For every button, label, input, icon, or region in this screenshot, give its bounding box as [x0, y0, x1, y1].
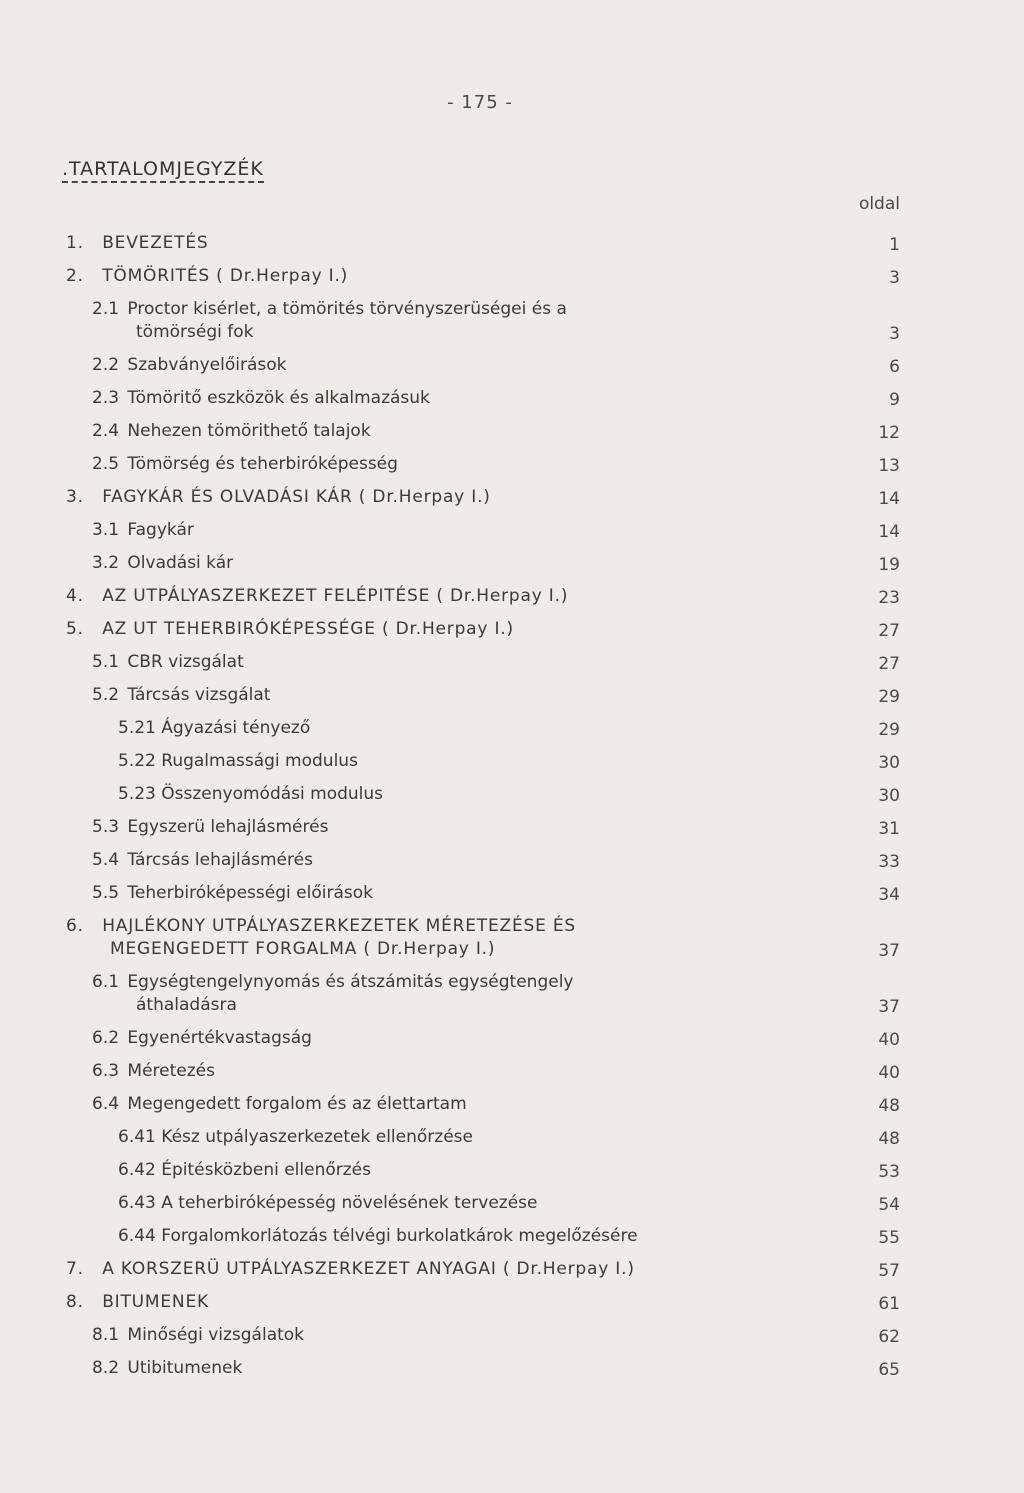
toc-entry-text: Méretezés — [127, 1061, 215, 1081]
toc-entry-text: Tárcsás lehajlásmérés — [127, 850, 313, 870]
toc-entry-page: 54 — [878, 1195, 900, 1215]
toc-entry-page: 29 — [878, 687, 900, 707]
toc-entry-number: 6.2 — [92, 1028, 120, 1048]
toc-entry — [0, 298, 1024, 354]
toc-entry — [0, 486, 1024, 519]
toc-entry-page: 37 — [878, 997, 900, 1017]
toc-entry-text: Fagykár — [127, 520, 194, 540]
toc-entry-text: Proctor kisérlet, a tömörités törvényszerüségei és a — [127, 299, 567, 319]
toc-entry — [0, 585, 1024, 618]
toc-entry-number: 6.3 — [92, 1061, 120, 1081]
toc-entry-text: Forgalomkorlátozás télvégi burkolatkárok megelőzésére — [161, 1226, 638, 1246]
toc-entry-page: 34 — [878, 885, 900, 905]
toc-entry — [0, 849, 1024, 882]
toc-entry-page: 27 — [878, 621, 900, 641]
toc-entry-text: Rugalmassági modulus — [161, 751, 358, 771]
toc-entry — [0, 1258, 1024, 1291]
toc-entry-page: 33 — [878, 852, 900, 872]
toc-entry-number: 5.3 — [92, 817, 120, 837]
toc-entry-page: 37 — [878, 941, 900, 961]
toc-entry-text: Megengedett forgalom és az élettartam — [127, 1094, 467, 1114]
toc-entry-number: 5. — [66, 619, 84, 639]
toc-entry-page: 31 — [878, 819, 900, 839]
toc-entry-text: Kész utpályaszerkezetek ellenőrzése — [161, 1127, 473, 1147]
toc-entry-text: TÖMÖRITÉS ( Dr.Herpay I.) — [102, 266, 349, 286]
toc-entry-title — [66, 265, 1024, 288]
toc-entry-number: 2.2 — [92, 355, 120, 375]
toc-entry-text-continuation: MEGENGEDETT FORGALMA ( Dr.Herpay I.) — [110, 939, 496, 959]
toc-entry-page: 30 — [878, 786, 900, 806]
toc-entry — [0, 1159, 1024, 1192]
toc-entry-number: 6.44 — [118, 1226, 156, 1246]
toc-entry-title — [66, 232, 1024, 255]
toc-entry-number: 6.1 — [92, 972, 120, 992]
toc-entry — [0, 783, 1024, 816]
toc-entry-number: 6.41 — [118, 1127, 156, 1147]
toc-entry — [0, 618, 1024, 651]
toc-entry-text: BITUMENEK — [102, 1292, 209, 1312]
toc-entry — [0, 915, 1024, 971]
toc-entry-text: Ágyazási tényező — [161, 718, 311, 738]
toc-entry — [0, 354, 1024, 387]
toc-entry-title — [92, 354, 1024, 377]
toc-entry-number: 8.2 — [92, 1358, 120, 1378]
toc-entry-page: 55 — [878, 1228, 900, 1248]
toc-entry-text: CBR vizsgálat — [127, 652, 244, 672]
toc-entry-page: 3 — [889, 324, 900, 344]
toc-entry-text: Egyszerü lehajlásmérés — [127, 817, 329, 837]
toc-entry-page: 3 — [889, 268, 900, 288]
toc-entry-number: 5.22 — [118, 751, 156, 771]
page-column-label: oldal — [858, 194, 900, 214]
toc-entry-page: 61 — [878, 1294, 900, 1314]
toc-entry-number: 2.4 — [92, 421, 120, 441]
toc-entry — [0, 971, 1024, 1027]
toc-entry-page: 53 — [878, 1162, 900, 1182]
toc-entry-text: Épitésközbeni ellenőrzés — [161, 1160, 371, 1180]
toc-entry-number: 2. — [66, 266, 84, 286]
toc-entry-text: Utibitumenek — [127, 1358, 243, 1378]
toc-entry — [0, 1291, 1024, 1324]
toc-entry — [0, 265, 1024, 298]
toc-entry-page: 14 — [878, 489, 900, 509]
toc-entry-text: Összenyomódási modulus — [161, 784, 384, 804]
toc-entry-text: FAGYKÁR ÉS OLVADÁSI KÁR ( Dr.Herpay I.) — [102, 487, 491, 507]
toc-entry-text: Tömörség és teherbiróképesség — [127, 454, 398, 474]
toc-entry-page: 19 — [878, 555, 900, 575]
toc-entry-page: 40 — [878, 1030, 900, 1050]
toc-entry-number: 6. — [66, 916, 84, 936]
toc-entry — [0, 1225, 1024, 1258]
toc-entry-page: 27 — [878, 654, 900, 674]
toc-entry-text: BEVEZETÉS — [102, 233, 209, 253]
toc-entry-page: 1 — [889, 235, 900, 255]
toc-entry-page: 23 — [878, 588, 900, 608]
toc-entry-page: 40 — [878, 1063, 900, 1083]
toc-entry-page: 57 — [878, 1261, 900, 1281]
toc-entry-number: 2.3 — [92, 388, 120, 408]
toc-entry-number: 6.42 — [118, 1160, 156, 1180]
toc-entry-text-continuation: tömörségi fok — [136, 322, 254, 342]
toc-entry — [0, 232, 1024, 265]
toc-entry-number: 1. — [66, 233, 84, 253]
toc-entry-number: 2.1 — [92, 299, 120, 319]
toc-entry — [0, 684, 1024, 717]
toc-entry-text: AZ UT TEHERBIRÓKÉPESSÉGE ( Dr.Herpay I.) — [102, 619, 514, 639]
toc-entry-number: 5.4 — [92, 850, 120, 870]
toc-entry — [0, 651, 1024, 684]
toc-entry-number: 4. — [66, 586, 84, 606]
toc-entry-number: 5.23 — [118, 784, 156, 804]
toc-entry-number: 5.1 — [92, 652, 120, 672]
toc-entry-text: A KORSZERÜ UTPÁLYASZERKEZET ANYAGAI ( Dr.Herpay I.) — [102, 1259, 635, 1279]
toc-entry-text: Olvadási kár — [127, 553, 234, 573]
toc-entry — [0, 816, 1024, 849]
toc-entry-number: 7. — [66, 1259, 84, 1279]
toc-entry — [0, 1324, 1024, 1357]
toc-heading: .TARTALOMJEGYZÉK — [62, 158, 264, 183]
toc-entry-text: Egységtengelynyomás és átszámitás egységtengely — [127, 972, 574, 992]
toc-entry-text: Teherbiróképességi előirások — [127, 883, 373, 903]
toc-entry-text: AZ UTPÁLYASZERKEZET FELÉPITÉSE ( Dr.Herpay I.) — [102, 586, 569, 606]
toc-entry-title — [92, 298, 1024, 344]
toc-entry-text: A teherbiróképesség növelésének tervezése — [161, 1193, 538, 1213]
toc-entry-number: 5.5 — [92, 883, 120, 903]
toc-entry — [0, 1060, 1024, 1093]
toc-entry — [0, 1126, 1024, 1159]
toc-entry-number: 6.4 — [92, 1094, 120, 1114]
toc-entry-text: Minőségi vizsgálatok — [127, 1325, 305, 1345]
toc-entry — [0, 882, 1024, 915]
toc-entry-title — [92, 387, 1024, 410]
toc-entry-text: Tömöritő eszközök és alkalmazásuk — [127, 388, 430, 408]
toc-entry-page: 48 — [878, 1129, 900, 1149]
toc-entry-page: 30 — [878, 753, 900, 773]
toc-entry-number: 5.21 — [118, 718, 156, 738]
toc-entry-number: 3.2 — [92, 553, 120, 573]
toc-entry — [0, 1027, 1024, 1060]
toc-entry-page: 12 — [878, 423, 900, 443]
toc-entry-page: 48 — [878, 1096, 900, 1116]
toc-entry-page: 6 — [889, 357, 900, 377]
toc-entry — [0, 1357, 1024, 1390]
toc-entry-text: Tárcsás vizsgálat — [127, 685, 271, 705]
toc-entry-number: 5.2 — [92, 685, 120, 705]
toc-entry-number: 3.1 — [92, 520, 120, 540]
toc-entry-text: Egyenértékvastagság — [127, 1028, 312, 1048]
toc-entry — [0, 552, 1024, 585]
toc-entry-number: 2.5 — [92, 454, 120, 474]
toc-entry — [0, 387, 1024, 420]
toc-entry-page: 13 — [878, 456, 900, 476]
toc-entry-text: Szabványelőirások — [127, 355, 287, 375]
toc-entry-page: 65 — [878, 1360, 900, 1380]
toc-entry-page: 9 — [889, 390, 900, 410]
toc-entry — [0, 453, 1024, 486]
toc-entry — [0, 519, 1024, 552]
toc-entry-text: Nehezen tömörithető talajok — [127, 421, 371, 441]
toc-entry — [0, 1192, 1024, 1225]
toc-entry — [0, 750, 1024, 783]
toc-entry — [0, 717, 1024, 750]
page-number: - 175 - — [447, 92, 513, 113]
table-of-contents — [0, 232, 1024, 1390]
toc-entry-page: 14 — [878, 522, 900, 542]
toc-entry-page: 29 — [878, 720, 900, 740]
toc-entry — [0, 420, 1024, 453]
toc-entry-page: 62 — [878, 1327, 900, 1347]
toc-entry-number: 8.1 — [92, 1325, 120, 1345]
toc-entry — [0, 1093, 1024, 1126]
toc-entry-number: 3. — [66, 487, 84, 507]
toc-entry-text-continuation: áthaladásra — [136, 995, 237, 1015]
toc-entry-number: 6.43 — [118, 1193, 156, 1213]
toc-entry-number: 8. — [66, 1292, 84, 1312]
toc-entry-text: HAJLÉKONY UTPÁLYASZERKEZETEK MÉRETEZÉSE ÉS — [102, 916, 576, 936]
